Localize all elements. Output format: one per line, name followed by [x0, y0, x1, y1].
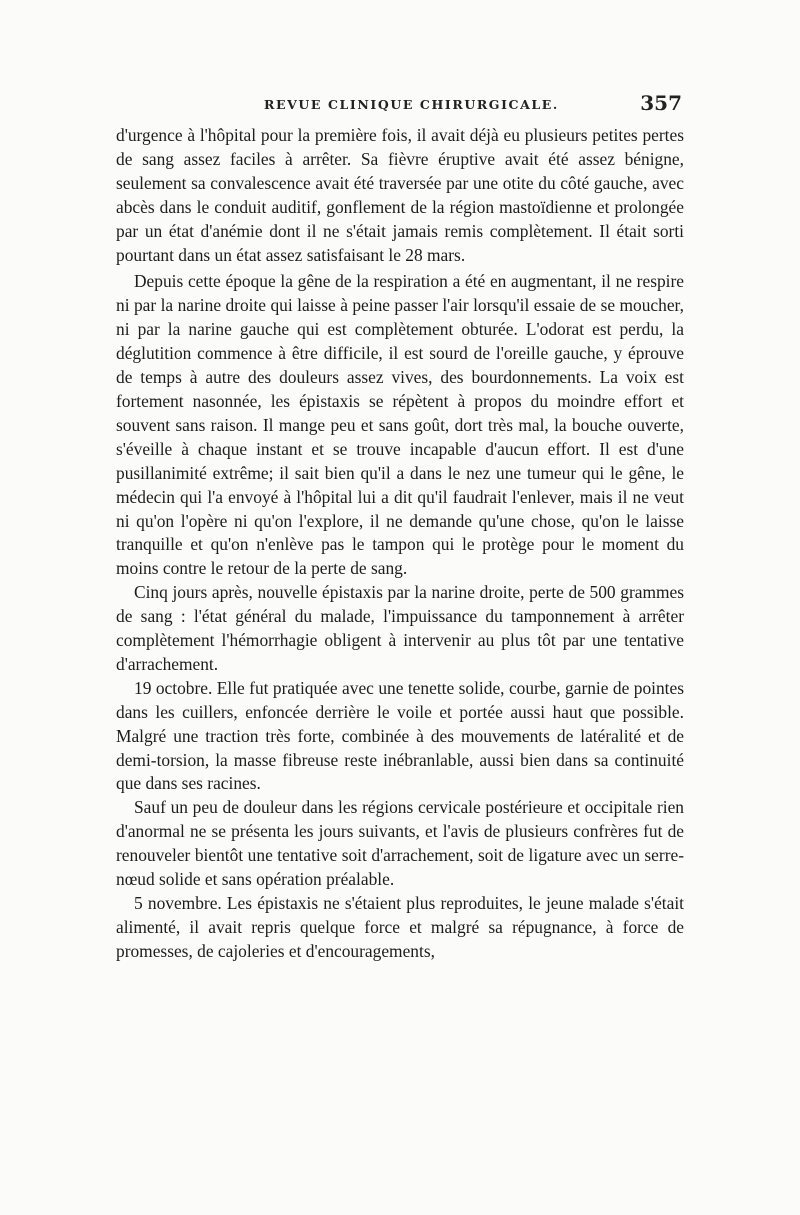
- book-page: [116, 91, 684, 964]
- paragraph-1: d'urgence à l'hôpital pour la première fois, il avait déjà eu plusieurs petites pertes de sang assez faciles à arrêter. Sa fièvre éruptive avait été assez bénigne, seulement sa convalescence avait été traversée par une otite du côté gauche, avec abcès dans le conduit auditif, gonflement de la région mastoïdienne et prolongée par un état d'anémie dont il ne s'était jamais remis complètement. Il était sorti pourtant dans un état assez satisfaisant le 28 mars.: [116, 125, 684, 265]
- paragraph-2: Depuis cette époque la gêne de la respiration a été en augmentant, il ne respire ni par la narine droite qui laisse à peine passer l'air lorsqu'il essaie de se moucher, ni par la narine gauche qui est complètement obturée. L'odorat est perdu, la déglutition commence à être difficile, il est sourd de l'oreille gauche, y éprouve de temps à autre des douleurs assez vives, des bourdonnements. La voix est fortement nasonnée, les épistaxis se répètent à propos du moindre effort et souvent sans raison. Il mange peu et sans goût, dort très mal, la bouche ouverte, s'éveille à chaque instant et se trouve incapable d'aucun effort. Il est d'une pusillanimité extrême; il sait bien qu'il a dans le nez une tumeur qui le gêne, le médecin qui l'a envoyé à l'hôpital lui a dit qu'il faudrait l'enlever, mais il ne veut ni qu'on l'opère ni qu'on l'explore, il ne demande qu'une chose, qu'on le laisse tranquille et qu'on n'enlève pas le tampon qui le protège pour le moment du moins contre le retour de la perte de sang.: [116, 271, 684, 579]
- paragraph-5: Sauf un peu de douleur dans les régions cervicale postérieure et occipitale rien d'anormal ne se présenta les jours suivants, et l'avis de plusieurs confrères fut de renouveler bientôt une tentative soit d'arrachement, soit de ligature avec un serre-nœud solide et sans opération préalable.: [116, 797, 684, 890]
- paragraph-3: Cinq jours après, nouvelle épistaxis par la narine droite, perte de 500 grammes de sang : l'état général du malade, l'impuissance du tamponnement à arrêter complètement l'hémorrhagie obligent à intervenir au plus tôt par une tentative d'arrachement.: [116, 582, 684, 674]
- body-text: [116, 124, 684, 964]
- running-head: REVUE CLINIQUE CHIRURGICALE.: [264, 97, 559, 112]
- paragraph-4: 19 octobre. Elle fut pratiquée avec une tenette solide, courbe, garnie de pointes dans les cuillers, enfoncée derrière le voile et portée aussi haut que possible. Malgré une traction très forte, combinée à des mouvements de latéralité et de demi-torsion, la masse fibreuse reste inébranlable, aussi bien dans sa continuité que dans ses racines.: [116, 677, 684, 794]
- page-number: 357: [640, 91, 682, 115]
- paragraph-6: 5 novembre. Les épistaxis ne s'étaient plus reproduites, le jeune malade s'était alimenté, il avait repris quelque force et malgré sa répugnance, à force de promesses, de cajoleries et d'encouragements,: [116, 893, 684, 961]
- page-header: [116, 91, 684, 124]
